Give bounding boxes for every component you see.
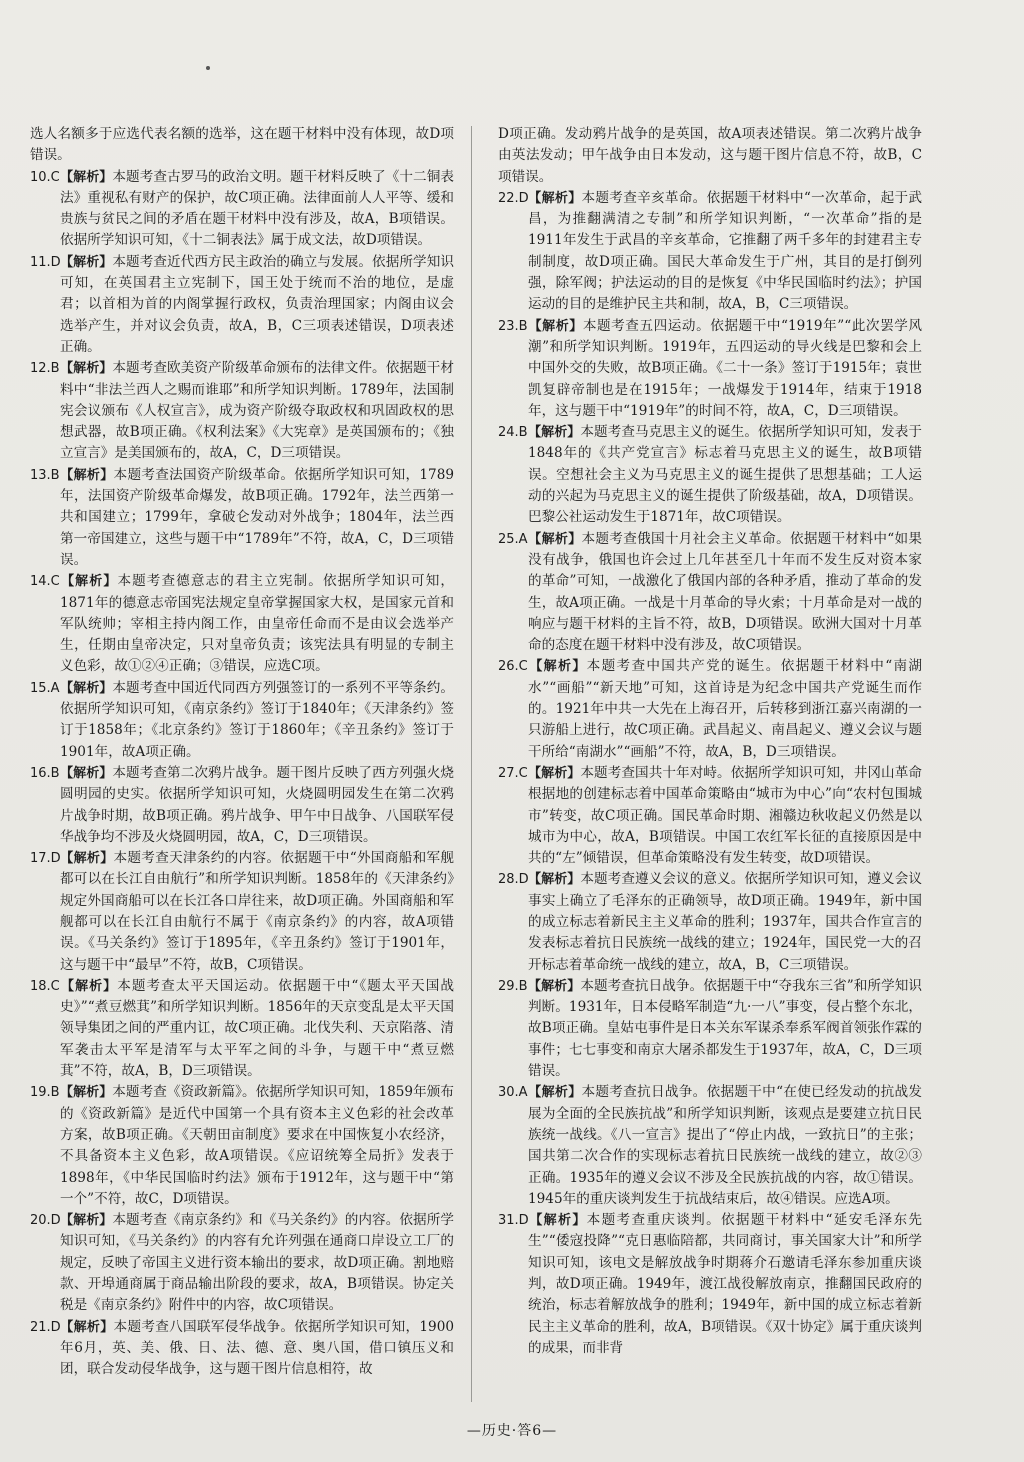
answer-number: 30.A — [498, 1085, 528, 1101]
answer-explanation: 本题考查中国近代同西方列强签订的一系列不平等条约。依据所学知识可知，《南京条约》签订于1840年；《天津条约》签订于1858年；《北京条约》签订于1860年；《辛丑条约》签订于1901年，故A项正确。 — [60, 679, 454, 760]
analysis-tag: 【解析】 — [528, 190, 582, 206]
answer-explanation: 本题考查抗日战争。依据题干中“在使已经发动的抗战发展为全面的全民族抗战”和所学知识判断，该观点是要建立抗日民族统一战线。《八一宣言》提出了“停止内战，一致抗日”的主张；国共第二次合作的实现标志着抗日民族统一战线的建立，故②③正确。1935年的遵义会议不涉及全民族抗战的内容，故①错误。1945年的重庆谈判发生于抗战结束后，故④错误。应选A项。 — [528, 1084, 922, 1207]
analysis-tag: 【解析】 — [528, 318, 583, 334]
answer-explanation: 本题考查德意志的君主立宪制。依据所学知识可知，1871年的德意志帝国宪法规定皇帝掌握国家大权，是国家元首和军队统帅；宰相主持内阁工作，由皇帝任命而不是由议会选举产生，任期由皇帝决定，只对皇帝负责；该宪法具有明显的专制主义色彩，故①②④正确；③错误，应选C项。 — [60, 573, 454, 675]
answer-explanation: 本题考查法国资产阶级革命。依据所学知识可知，1789年，法国资产阶级革命爆发，故B项正确。1792年，法兰西第一共和国建立；1799年，拿破仑发动对外战争；1804年，法兰西第一帝国建立，这些与题干中“1789年”不符，故A，C，D三项错误。 — [60, 466, 454, 568]
answer-item — [498, 1082, 922, 1210]
answer-explanation: 本题考查抗日战争。依据题干中“夺我东三省”和所学知识判断。1931年，日本侵略军制造“九·一八”事变，侵占整个东北，故B项正确。皇姑屯事件是日本关东军谋杀奉系军阀首领张作霖的事件；七七事变和南京大屠杀都发生于1937年，故A，C，D三项错误。 — [528, 977, 922, 1080]
answer-item — [30, 465, 454, 571]
answer-item — [498, 976, 922, 1082]
answer-number: 29.B — [498, 978, 528, 994]
analysis-tag: 【解析】 — [528, 765, 581, 781]
analysis-tag: 【解析】 — [60, 467, 114, 483]
answer-number: 18.C — [30, 978, 60, 994]
answer-item — [30, 1317, 454, 1381]
right-answer-list — [498, 188, 922, 1359]
answer-number: 17.D — [30, 851, 61, 867]
left-column — [30, 124, 454, 1381]
answer-number: 28.D — [498, 872, 529, 888]
answer-number: 16.B — [30, 765, 60, 781]
analysis-tag: 【解析】 — [60, 851, 114, 867]
analysis-tag: 【解析】 — [60, 1319, 114, 1335]
analysis-tag: 【解析】 — [528, 1085, 582, 1101]
answer-item — [30, 763, 454, 848]
answer-explanation: 本题考查国共十年对峙。依据所学知识可知，井冈山革命根据地的创建标志着中国革命策略由“城市为中心”向“农村包围城市”转变，故C项正确。国民革命时期、湘赣边秋收起义仍然是以城市为中心，故A，B项错误。中国工农红军长征的直接原因是中共的“左”倾错误，但革命策略没有发生转变，故D项错误。 — [528, 764, 922, 867]
left-answer-list — [30, 167, 454, 1381]
answer-item — [498, 188, 922, 316]
analysis-tag: 【解析】 — [60, 1213, 113, 1229]
answer-explanation: 本题考查重庆谈判。依据题干材料中“延安毛泽东先生”“倭寇投降”“克日惠临陪都，共同商讨，事关国家大计”和所学知识可知，该电文是解放战争时期蒋介石邀请毛泽东参加重庆谈判，故D项正确。1949年，渡江战役解放南京，推翻国民政府的统治，标志着解放战争的胜利；1949年，新中国的成立标志着新民主主义革命的胜利，故A，B项错误。《双十协定》属于重庆谈判的成果，而非背 — [528, 1212, 922, 1356]
answer-item — [30, 678, 454, 763]
answer-number: 12.B — [30, 361, 60, 377]
left-lead-text: 选人名额多于应选代表名额的选举，这在题干材料中没有体现，故D项错误。 — [30, 126, 454, 164]
page-footer: —历史·答6— — [466, 1423, 558, 1439]
answer-item — [498, 763, 922, 869]
analysis-tag: 【解析】 — [528, 531, 582, 547]
answer-number: 21.D — [30, 1319, 61, 1335]
answer-number: 10.C — [30, 169, 60, 185]
answer-explanation: 本题考查天津条约的内容。依据题干中“外国商船和军舰都可以在长江自由航行”和所学知识判断。1858年的《天津条约》规定外国商船可以在长江各口岸往来，故D项正确。外国商船和军舰都可以在长江自由航行不属于《南京条约》的内容，故A项错误。《马关条约》签订于1895年，《辛丑条约》签订于1901年，这与题干中“最早”不符，故B，C项错误。 — [60, 850, 454, 973]
analysis-tag: 【解析】 — [528, 1213, 587, 1229]
analysis-tag: 【解析】 — [60, 765, 113, 781]
answer-explanation: 本题考查近代西方民主政治的确立与发展。依据所学知识可知，在英国君主立宪制下，国王处于统而不治的地位，是虚君；以首相为首的内阁掌握行政权，负责治理国家；内阁由议会选举产生，并对议会负责，故A，B，C三项表述错误，D项表述正确。 — [60, 253, 454, 355]
answer-number: 14.C — [30, 574, 60, 590]
answer-number: 15.A — [30, 680, 60, 696]
answer-explanation: 本题考查马克思主义的诞生。依据所学知识可知，发表于1848年的《共产党宣言》标志着马克思主义的诞生，故B项错误。空想社会主义为马克思主义的诞生提供了思想基础；工人运动的兴起为马克思主义的诞生提供了阶级基础，故A，D项错误。巴黎公社运动发生于1871年，故C项错误。 — [528, 424, 922, 526]
answer-item — [30, 252, 454, 358]
answer-explanation: 本题考查遵义会议的意义。依据所学知识可知，遵义会议事实上确立了毛泽东的正确领导，故D项正确。1949年，新中国的成立标志着新民主主义革命的胜利；1937年，国共合作宣言的发表标志着抗日民族统一战线的建立；1924年，国民党一大的召开标志着革命统一战线的建立，故A，B，C三项错误。 — [528, 871, 922, 973]
answer-item — [30, 571, 454, 677]
analysis-tag: 【解析】 — [60, 361, 113, 377]
analysis-tag: 【解析】 — [60, 680, 113, 696]
answer-item — [30, 358, 454, 464]
answer-explanation: 本题考查中国共产党的诞生。依据题干材料中“南湖水”“画船”“新天地”可知，这首诗是为纪念中国共产党诞生而作的。1921年中共一大先在上海召开，后转移到浙江嘉兴南湖的一只游船上进行，故C项正确。武昌起义、南昌起义、遵义会议与题干所给“南湖水”“画船”不符，故A，B，D三项错误。 — [528, 658, 922, 760]
answer-number: 22.D — [498, 190, 529, 206]
column-divider — [471, 126, 472, 1402]
analysis-tag: 【解析】 — [60, 978, 118, 994]
right-lead-text: D项正确。发动鸦片战争的是英国，故A项表述错误。第二次鸦片战争由英法发动；甲午战争由日本发动，这与题干图片信息不符，故B，C项错误。 — [498, 126, 922, 185]
analysis-tag: 【解析】 — [528, 425, 581, 441]
analysis-tag: 【解析】 — [60, 574, 118, 590]
answer-number: 13.B — [30, 467, 60, 483]
analysis-tag: 【解析】 — [60, 169, 113, 185]
answer-number: 31.D — [498, 1213, 529, 1229]
analysis-tag: 【解析】 — [528, 659, 587, 675]
answer-number: 25.A — [498, 531, 528, 547]
answer-number: 24.B — [498, 425, 528, 441]
answer-explanation: 本题考查古罗马的政治文明。题干材料反映了《十二铜表法》重视私有财产的保护，故C项正确。法律面前人人平等、缓和贵族与贫民之间的矛盾在题干材料中没有涉及，故A，B项错误。依据所学知识可知，《十二铜表法》属于成文法，故D项错误。 — [60, 168, 454, 249]
answer-number: 20.D — [30, 1213, 61, 1229]
answer-explanation: 本题考查《资政新篇》。依据所学知识可知，1859年颁布的《资政新篇》是近代中国第一个具有资本主义色彩的社会改革方案，故B项正确。《天朝田亩制度》要求在中国恢复小农经济，不具备资本主义色彩，故A项错误。《应诏统筹全局折》发表于1898年，《中华民国临时约法》颁布于1912年，这与题干中“第一个”不符，故C，D项错误。 — [60, 1084, 454, 1207]
answer-item — [498, 1210, 922, 1359]
ink-dot — [206, 66, 210, 70]
answer-number: 19.B — [30, 1085, 60, 1101]
answer-number: 26.C — [498, 659, 528, 675]
analysis-tag: 【解析】 — [60, 1085, 113, 1101]
answer-item — [498, 656, 922, 762]
analysis-tag: 【解析】 — [60, 254, 113, 270]
answer-item — [30, 167, 454, 252]
answer-item — [30, 976, 454, 1082]
answer-explanation: 本题考查《南京条约》和《马关条约》的内容。依据所学知识可知，《马关条约》的内容有允许列强在通商口岸设立工厂的规定，反映了帝国主义进行资本输出的要求，故D项正确。割地赔款、开埠通商属于商品输出阶段的要求，故A，B项错误。协定关税是《南京条约》附件中的内容，故C项错误。 — [60, 1212, 454, 1314]
answer-explanation: 本题考查俄国十月社会主义革命。依据题干材料中“如果没有战争，俄国也许会过上几年甚至几十年而不发生反对资本家的革命”可知，一战激化了俄国内部的各种矛盾，推动了革命的发生，故A项正确。一战是十月革命的导火索；十月革命是对一战的响应与题干材料的主旨不符，故B，D项错误。欧洲大国对十月革命的态度在题干材料中没有涉及，故C项错误。 — [528, 530, 922, 654]
answer-explanation: 本题考查辛亥革命。依据题干材料中“一次革命，起于武昌，为推翻满清之专制”和所学知识判断，“一次革命”指的是1911年发生于武昌的辛亥革命，它推翻了两千多年的封建君主专制制度，故D项正确。国民大革命发生于广州，其目的是打倒列强，除军阀；护法运动的目的是恢复《中华民国临时约法》；护国运动的目的是维护民主共和制，故A，B，C三项错误。 — [528, 189, 922, 313]
answer-explanation: 本题考查五四运动。依据题干中“1919年”“此次罢学风潮”和所学知识判断。1919年，五四运动的导火线是巴黎和会上中国外交的失败，故B项正确。《二十一条》签订于1915年；袁世凯复辟帝制也是在1915年；一战爆发于1914年，结束于1918年，这与题干中“1919年”的时间不符，故A，C，D三项错误。 — [528, 317, 922, 419]
answer-number: 23.B — [498, 318, 528, 334]
answer-item — [498, 422, 922, 528]
answer-explanation: 本题考查太平天国运动。依据题干中“《题太平天国战史》”“煮豆燃萁”和所学知识判断。1856年的天京变乱是太平天国领导集团之间的严重内讧，故C项正确。北伐失利、天京陷落、清军袭击太平军是清军与太平军之间的斗争，与题干中“煮豆燃萁”不符，故A，B，D三项错误。 — [60, 977, 454, 1080]
answer-explanation: 本题考查第二次鸦片战争。题干图片反映了西方列强火烧圆明园的史实。依据所学知识可知，火烧圆明园发生在第二次鸦片战争时期，故B项正确。鸦片战争、甲午中日战争、八国联军侵华战争均不涉及火烧圆明园，故A，C，D三项错误。 — [60, 764, 454, 845]
answer-item — [30, 1210, 454, 1316]
answer-explanation: 本题考查欧美资产阶级革命颁布的法律文件。依据题干材料中“非法兰西人之赐而谁耶”和所学知识判断。1789年，法国制宪会议颁布《人权宣言》，成为资产阶级夺取政权和巩固政权的思想武器，故B项正确。《权利法案》《大宪章》是英国颁布的；《独立宣言》是美国颁布的，故A，C，D三项错误。 — [60, 360, 454, 462]
answer-number: 27.C — [498, 765, 528, 781]
answer-item — [30, 848, 454, 976]
answer-explanation: 本题考查八国联军侵华战争。依据所学知识可知，1900年6月，英、美、俄、日、法、德、意、奥八国，借口镇压义和团，联合发动侵华战争，这与题干图片信息相符，故 — [60, 1318, 454, 1378]
answer-item — [498, 869, 922, 975]
answer-item — [498, 529, 922, 657]
answer-item — [30, 1082, 454, 1210]
answer-item — [498, 316, 922, 422]
analysis-tag: 【解析】 — [528, 978, 581, 994]
right-column — [498, 124, 922, 1359]
analysis-tag: 【解析】 — [528, 872, 581, 888]
answer-number: 11.D — [30, 254, 61, 270]
